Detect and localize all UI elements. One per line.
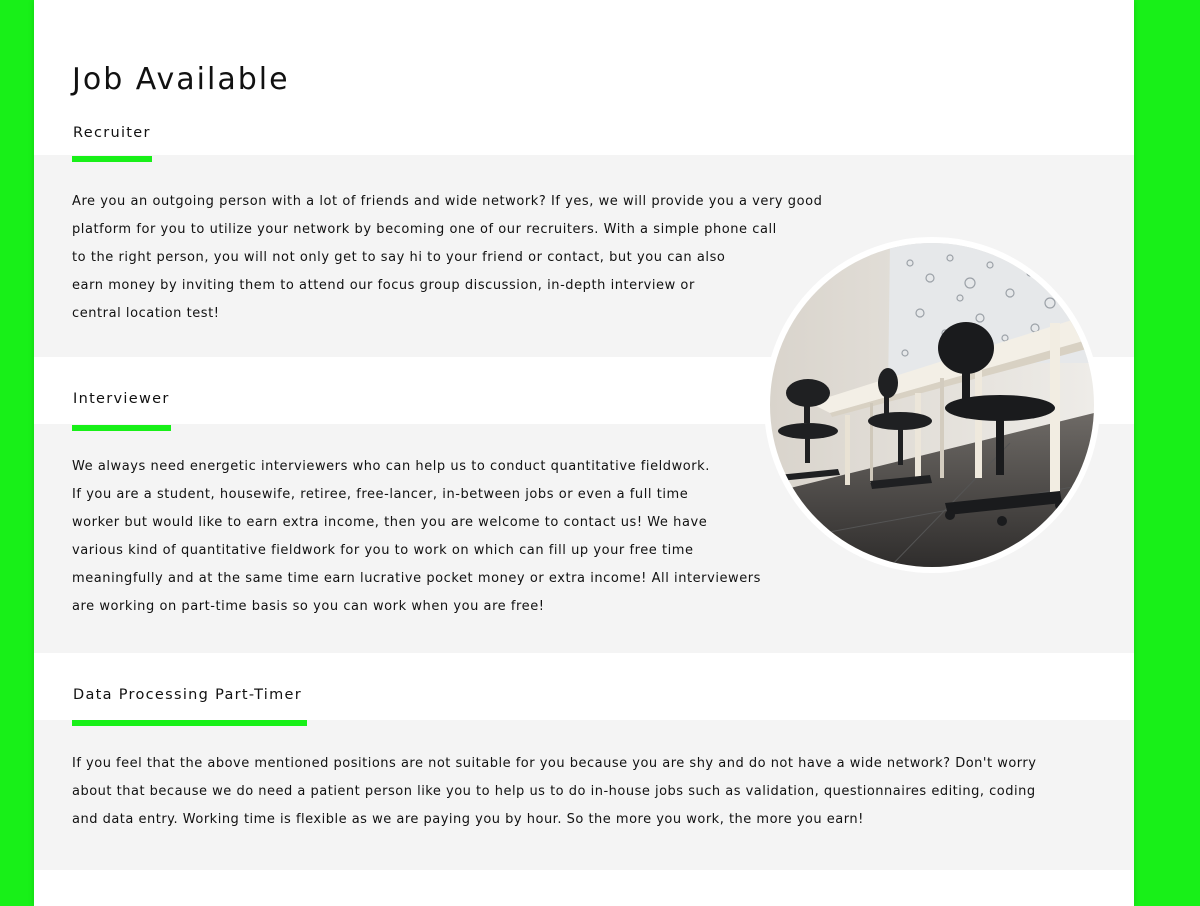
text-line: are working on part-time basis so you can work when you are free!	[72, 599, 545, 614]
data-processing-description	[72, 750, 1036, 834]
heading-underline	[72, 425, 171, 431]
heading-underline	[72, 156, 152, 162]
text-line: central location test!	[72, 306, 220, 321]
office-chairs-photo	[770, 243, 1094, 567]
page-title: Job Available	[72, 62, 290, 97]
text-line: We always need energetic interviewers who can help us to conduct quantitative fieldwork.	[72, 459, 710, 474]
text-line: about that because we do need a patient person like you to help us to do in-house jobs such as validation, questionnaires editing, coding	[72, 784, 1036, 799]
text-line: earn money by inviting them to attend our focus group discussion, in-depth interview or	[72, 278, 695, 293]
recruiter-description	[72, 188, 822, 328]
section-heading-recruiter: Recruiter	[73, 125, 151, 141]
text-line: meaningfully and at the same time earn lucrative pocket money or extra income! All interviewers	[72, 571, 761, 586]
text-line: If you feel that the above mentioned positions are not suitable for you because you are shy and do not have a wide network? Don't worry	[72, 756, 1037, 771]
interviewer-description	[72, 453, 761, 621]
text-line: platform for you to utilize your network by becoming one of our recruiters. With a simple phone call	[72, 222, 777, 237]
office-chairs-illustration	[770, 243, 1094, 567]
text-line: worker but would like to earn extra income, then you are welcome to contact us! We have	[72, 515, 708, 530]
text-line: to the right person, you will not only get to say hi to your friend or contact, but you can also	[72, 250, 726, 265]
heading-underline	[72, 720, 307, 726]
text-line: various kind of quantitative fieldwork for you to work on which can fill up your free time	[72, 543, 694, 558]
text-line: If you are a student, housewife, retiree, free-lancer, in-between jobs or even a full time	[72, 487, 689, 502]
office-photo-frame	[764, 237, 1100, 573]
text-line: and data entry. Working time is flexible as we are paying you by hour. So the more you work, the more you earn!	[72, 812, 864, 827]
page-container	[34, 0, 1134, 906]
section-heading-data-processing: Data Processing Part-Timer	[73, 687, 303, 703]
text-line: Are you an outgoing person with a lot of friends and wide network? If yes, we will provide you a very good	[72, 194, 823, 209]
section-heading-interviewer: Interviewer	[73, 391, 170, 407]
